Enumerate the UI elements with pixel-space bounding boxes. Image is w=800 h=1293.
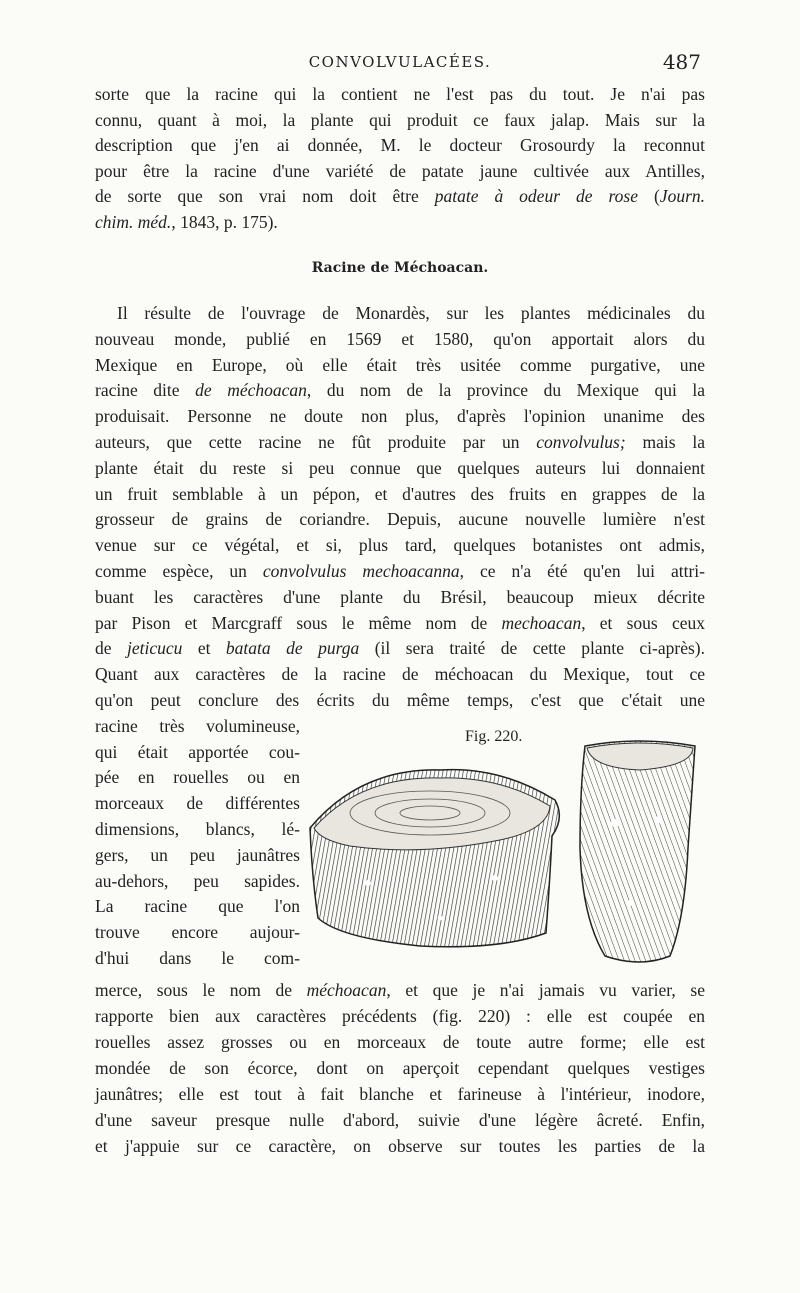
- running-head: CONVOLVULACÉES.: [308, 53, 492, 71]
- text-line: au-dehors, peu sapides.: [95, 870, 300, 891]
- text-line: description que j'en ai donnée, M. le docteur Grosourdy la reconnut: [95, 135, 705, 156]
- text-line: d'une saveur presque nulle d'abord, suivie d'une légère âcreté. Enfin,: [95, 1110, 705, 1130]
- text-line: merce, sous le nom de méchoacan, et que je n'ai jamais vu varier, se: [95, 980, 705, 1000]
- italic-term: méchoacan: [306, 980, 387, 1000]
- text-line: rouelles assez grosses ou en morceaux de toute autre forme; elle est: [95, 1032, 705, 1052]
- text-line: de sorte que son vrai nom doit être patate à odeur de rose (Journ.: [95, 186, 705, 207]
- page-number: 487: [662, 50, 701, 74]
- italic-term: patate à odeur de rose: [434, 186, 638, 207]
- text-line: racine très volumineuse,: [95, 715, 300, 736]
- text-line: jaunâtres; elle est tout à fait blanche et farineuse à l'intérieur, inodore,: [95, 1084, 705, 1104]
- paragraph-jalap: [95, 82, 705, 236]
- text-line: venue sur ce végétal, et si, plus tard, quelques botanistes ont admis,: [95, 535, 705, 556]
- text-line: d'hui dans le com-: [95, 947, 300, 968]
- text-line: trouve encore aujour-: [95, 922, 300, 943]
- italic-term: Journ.: [659, 186, 705, 207]
- paragraph-continued: [95, 977, 705, 1159]
- text-line: par Pison et Marcgraff sous le même nom de mechoacan, et sous ceux: [95, 612, 705, 633]
- text-line: qu'on peut conclure des écrits du même temps, c'est que c'était une: [95, 689, 705, 710]
- text-line: qui était apportée cou-: [95, 741, 300, 762]
- text-line: racine dite de méchoacan, du nom de la province du Mexique qui la: [95, 380, 705, 401]
- text-line: buant les caractères d'une plante du Brésil, beaucoup mieux décrite: [95, 586, 705, 607]
- text-line: connu, quant à moi, la plante qui produit ce faux jalap. Mais sur la: [95, 109, 705, 130]
- italic-term: mechoacan: [501, 612, 582, 633]
- root-slice-drawing: [310, 770, 559, 947]
- text-line: rapporte bien aux caractères précédents (fig. 220) : elle est coupée en: [95, 1006, 705, 1026]
- text-line: La racine que l'on: [95, 896, 300, 917]
- italic-term: convolvulus mechoacanna: [262, 560, 460, 581]
- text-line: de jeticucu et batata de purga (il sera traité de cette plante ci-après).: [95, 638, 705, 659]
- text-line: et j'appuie sur ce caractère, on observe sur toutes les parties de la: [95, 1136, 705, 1156]
- figure-220-illustration: [300, 728, 705, 973]
- text-line: mondée de son écorce, dont on aperçoit cependant quelques vestiges: [95, 1058, 705, 1078]
- text-line: grosseur de grains de coriandre. Depuis, aucune nouvelle lumière n'est: [95, 509, 705, 530]
- text-line: gers, un peu jaunâtres: [95, 844, 300, 865]
- text-line: Mexique en Europe, où elle était très usitée comme purgative, une: [95, 354, 705, 375]
- text-line: morceaux de différentes: [95, 793, 300, 814]
- text-line: chim. méd., 1843, p. 175).: [95, 211, 278, 232]
- text-line: plante était du reste si peu connue que quelques auteurs lui donnaient: [95, 457, 705, 478]
- text-line: sorte que la racine qui la contient ne l'est pas du tout. Je n'ai pas: [95, 84, 705, 104]
- text-line: produisait. Personne ne doute non plus, d'après l'opinion unanime des: [95, 406, 705, 427]
- text-line: pour être la racine d'une variété de patate jaune cultivée aux Antilles,: [95, 160, 705, 181]
- figure-caption: Fig. 220.: [465, 728, 523, 745]
- page-header: [95, 50, 705, 77]
- text-line: nouveau monde, publié en 1569 et 1580, qu'on apportait alors du: [95, 328, 705, 349]
- text-line: comme espèce, un convolvulus mechoacanna, ce n'a été qu'en lui attri-: [95, 560, 705, 581]
- text-line: Quant aux caractères de la racine de méchoacan du Mexique, tout ce: [95, 664, 705, 685]
- text-line: pée en rouelles ou en: [95, 767, 300, 788]
- section-heading: Racine de Méchoacan.: [311, 260, 489, 276]
- text-line: un fruit semblable à un pépon, et d'autres des fruits en grappes de la: [95, 483, 705, 504]
- italic-term: convolvulus;: [536, 431, 626, 452]
- root-piece-drawing: [580, 741, 695, 962]
- italic-term: jeticucu: [126, 638, 183, 659]
- italic-term: de méchoacan: [195, 380, 307, 401]
- italic-term: chim. méd.: [95, 211, 172, 232]
- text-line: dimensions, blancs, lé-: [95, 818, 300, 839]
- text-line: Il résulte de l'ouvrage de Monardès, sur les plantes médicinales du: [117, 303, 705, 323]
- italic-term: batata de purga: [225, 638, 360, 659]
- text-line: auteurs, que cette racine ne fût produite par un convolvulus; mais la: [95, 431, 705, 452]
